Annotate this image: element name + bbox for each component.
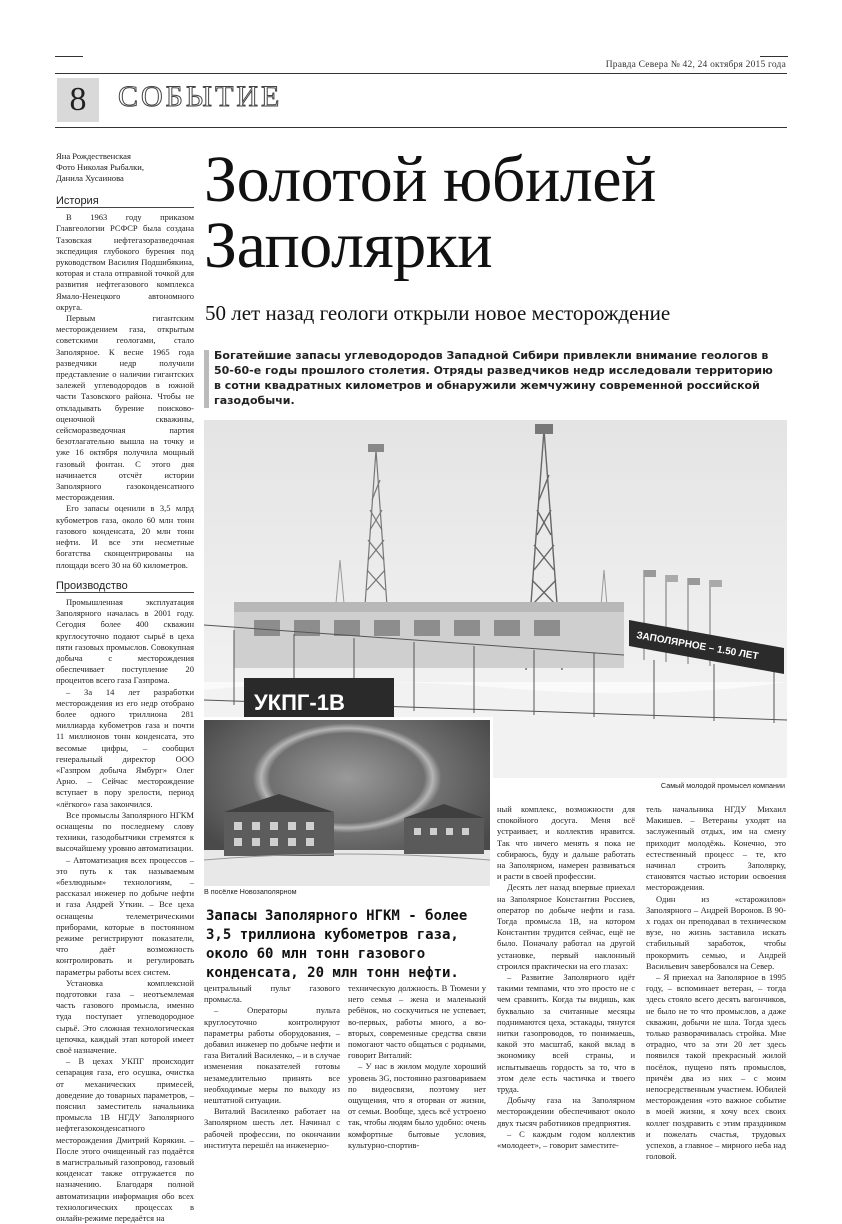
- body-paragraph: тель начальника НГДУ Михаил Макишев. – Ветераны уходят на заслуженный отдых, им на смену приходит молодёжь. Конечно, это естественный процесс – те, кто начинал строить Заполярку, становятся частью истории освоения месторождения.: [646, 804, 786, 893]
- body-paragraph: Виталий Василенко работает на Заполярном шесть лет. Начинал с рабочей профессии, по окончании института перешёл на инженерно-: [204, 1106, 340, 1150]
- inset-photo-caption: В посёлке Новозаполярном: [204, 887, 297, 896]
- production-paragraph: – Автоматизация всех процессов – это путь к так называемым «безлюдным» технологиям, – рассказал инженер по добыче нефти и газа Андрей Уткин. – Все цеха оснащены телеметрическими приборами, которые в постоянном режиме регистрируют показатели, что даёт возможность контролировать и регулировать параметры работы всех систем.: [56, 854, 194, 977]
- top-rule-right: [760, 56, 788, 57]
- sidebar-column: [56, 196, 194, 1224]
- production-paragraph: – За 14 лет разработки месторождения из его недр отобрано более одного триллиона 281 миллиарда кубометров газа и почти 11 миллионов тонн конденсата, это весомые цифры, – сообщил генеральный директор ООО «Газпром добыча Ямбург» Олег Арно. – Сейчас месторождение вступает в пору зрелости, период «лёгкого» газа закончился.: [56, 686, 194, 809]
- body-paragraph: – С каждым годом коллектив «молодеет», – говорит заместите-: [497, 1128, 635, 1151]
- section-title: СОБЫТИЕ: [118, 80, 283, 113]
- production-heading: Производство: [56, 581, 194, 593]
- body-paragraph: техническую должность. В Тюмени у него семья – жена и маленький ребёнок, но соскучиться не успевает, во-первых, работы много, а во-вторых, современные средства связи помогают часто общаться с родными, говорит Виталий:: [348, 983, 486, 1061]
- history-paragraph: Его запасы оценили в 3,5 млрд кубометров газа, около 60 млн тонн газового конденсата, 20 млн тонн нефти. И все эти несметные богатства сконцентрированы на площади всего 30 на 60 километров.: [56, 503, 194, 570]
- article-subtitle: 50 лет назад геологи открыли новое месторождение: [205, 301, 671, 325]
- body-paragraph: центральный пульт газового промысла.: [204, 983, 340, 1005]
- header-rule: [55, 73, 787, 74]
- byline-author: Яна Рождественская: [56, 151, 131, 161]
- production-paragraph: Установка комплексной подготовки газа – неотъемлемая часть газового промысла, именно туда поступает углеводородное сырьё. Это сложная технологическая цепочка, каждый этап которой имеет своё назначение.: [56, 977, 194, 1056]
- title-line-2: Заполярки: [204, 209, 493, 282]
- column-4: [348, 983, 486, 1151]
- production-paragraph: Промышленная эксплуатация Заполярного началась в 2001 году. Сегодня более 400 скважин круглосуточно подают сырьё в цеха пяти газовых промыслов. Совокупная добыча с месторождения обеспечивает поступление 20 процентов всего газа Газпрома.: [56, 596, 194, 686]
- article-title: [204, 143, 656, 282]
- body-paragraph: – Развитие Заполярного идёт такими темпами, что это просто не с чем сравнить. Когда ты видишь, как буквально за считанные месяцы поднимаются цеха, эстакады, тянутся нитки газопроводов, то понимаешь, какой это масштаб, какой вклад в экономику всей страны, и испытываешь гордость за то, что в этом деле есть частичка и твоего труда.: [497, 972, 635, 1095]
- header-rule-bottom: [55, 127, 787, 128]
- article-lead: Богатейшие запасы углеводородов Западной Сибири привлекли внимание геологов в 50-60-е годы прошлого столетия. Отряды разведчиков недр исследовали территорию в сотни квадратных километров и обнаружили жемчужину современной российской газодобычи.: [214, 349, 773, 407]
- pull-quote: Запасы Заполярного НГКМ - более 3,5 триллиона кубометров газа, около 60 млн тонн газового конденсата, 20 млн тонн нефти.: [206, 908, 468, 981]
- column-3: [204, 983, 340, 1151]
- title-line-1: Золотой юбилей: [204, 143, 656, 216]
- body-paragraph: Один из «старожилов» Заполярного – Андрей Воронов. В 90-х годах он преподавал в техническом вузе, но жизнь заставила искать стабильный заработок, чтобы прокормить семью, и Андрей Васильевич завербовался на Север.: [646, 893, 786, 971]
- byline-photo: Фото Николая Рыбалки,: [56, 162, 145, 172]
- main-photo-banner: ЗАПОЛЯРНОЕ – 1.50 ЛЕТ: [635, 630, 760, 663]
- history-paragraph: Первым гигантским месторождением газа, открытым советскими геологами, стало Заполярное. К весне 1965 года разведчики недр получили представление о наличии гигантских залежей углеводородов в южной части Тазовского района. Чтобы не откладывать бурение поисково-оценочной скважины, сейсморазведочная партия безотлагательно вышла на точку и уже 16 октября получила мощный газовый фонтан. С этого дня начинается отсчёт истории Заполярного газоконденсатного месторождения.: [56, 313, 194, 503]
- column-5: [497, 804, 635, 1151]
- production-paragraph: Все промыслы Заполярного НГКМ оснащены по последнему слову техники, газодобытчики стремятся к высочайшему уровню автоматизации.: [56, 809, 194, 854]
- body-paragraph: – У нас в жилом модуле хороший уровень 3G, постоянно разговариваем по видеосвязи, поэтому нет ощущения, что я оторван от жизни, от семьи. Вообще, здесь всё устроено так, чтобы людям было удобно: очень комфортные бытовые условия, культурно-спортив-: [348, 1061, 486, 1150]
- inset-photo: [204, 717, 493, 886]
- top-rule-left: [55, 56, 83, 57]
- production-paragraph: – В цехах УКПГ происходит сепарация газа, его осушка, очистка от механических примесей, доведение до товарных параметров, – пояснил заместитель начальника промысла 1В НГДУ Заполярного нефтегазоконденсатного месторождения Дмитрий Корякин. – После этого очищенный газ подаётся в магистральный газопровод, газовый конденсат также отгружается по назначению. Благодаря полной автоматизации информация обо всех технологических процессах в онлайн-режиме передаётся на: [56, 1056, 194, 1224]
- history-paragraph: В 1963 году приказом Главгеологии РСФСР была создана Тазовская нефтегазоразведочная экспедиция глубокого бурения под руководством Василия Подшибякина, которая и стала отправной точкой для развития нефтегазового комплекса Ямало-Ненецкого автономного округа.: [56, 212, 194, 312]
- page-number: 8: [57, 78, 99, 122]
- byline-photo2: Данила Хусаинова: [56, 173, 124, 183]
- body-paragraph: – Я приехал на Заполярное в 1995 году, – вспоминает ветеран, – тогда здесь стояло всего десять вагончиков, не было не то что промыслов, а даже скважин, добычи не шла. Тогда здесь только разворачивалась стройка. Мне отрадно, что за эти 20 лет здесь появился такой прекрасный жилой посёлок, пущено пять промыслов, причём два из них – с моим непосредственным участием. Юбилей месторождения «это важное событие в моей жизни, я хочу всех своих коллег поздравить с этим праздником и пожелать счастья, трудовых успехов, а главное – мирного неба над головой.: [646, 972, 786, 1162]
- body-paragraph: Десять лет назад впервые приехал на Заполярное Константин Россиев, оператор по добыче нефти и газа. Тогда промысла 1В, на котором Константин трудится сейчас, ещё не было. Поначалу работал на другой установке, первый наклонный строился практически на его глазах:: [497, 882, 635, 971]
- body-paragraph: – Операторы пульта круглосуточно контролируют параметры работы оборудования, – добавил инженер по добыче нефти и газа Виталий Василенко, – и в случае изменения показателей готовы незамедлительно принять все необходимые меры по выходу из нештатной ситуации.: [204, 1005, 340, 1106]
- byline: [56, 151, 196, 184]
- running-title: Правда Севера № 42, 24 октября 2015 года: [605, 60, 786, 70]
- inset-photo-image: [204, 720, 490, 886]
- history-heading: История: [56, 196, 194, 208]
- body-paragraph: ный комплекс, возможности для спокойного досуга. Меня всё устраивает, и коллектив нравится. Так что ничего менять я пока не собираюсь, буду и дальше работать на Заполярном, намерен развиваться и расти в своей профессии.: [497, 804, 635, 882]
- main-photo-sign: УКПГ-1В: [254, 690, 345, 715]
- main-photo-caption: Самый молодой промысел компании: [660, 781, 785, 790]
- column-6: [646, 804, 786, 1163]
- body-paragraph: Добычу газа на Заполярном месторождении обеспечивают около двух тысяч работников предприятия.: [497, 1095, 635, 1128]
- lead-accent-bar: [204, 350, 209, 408]
